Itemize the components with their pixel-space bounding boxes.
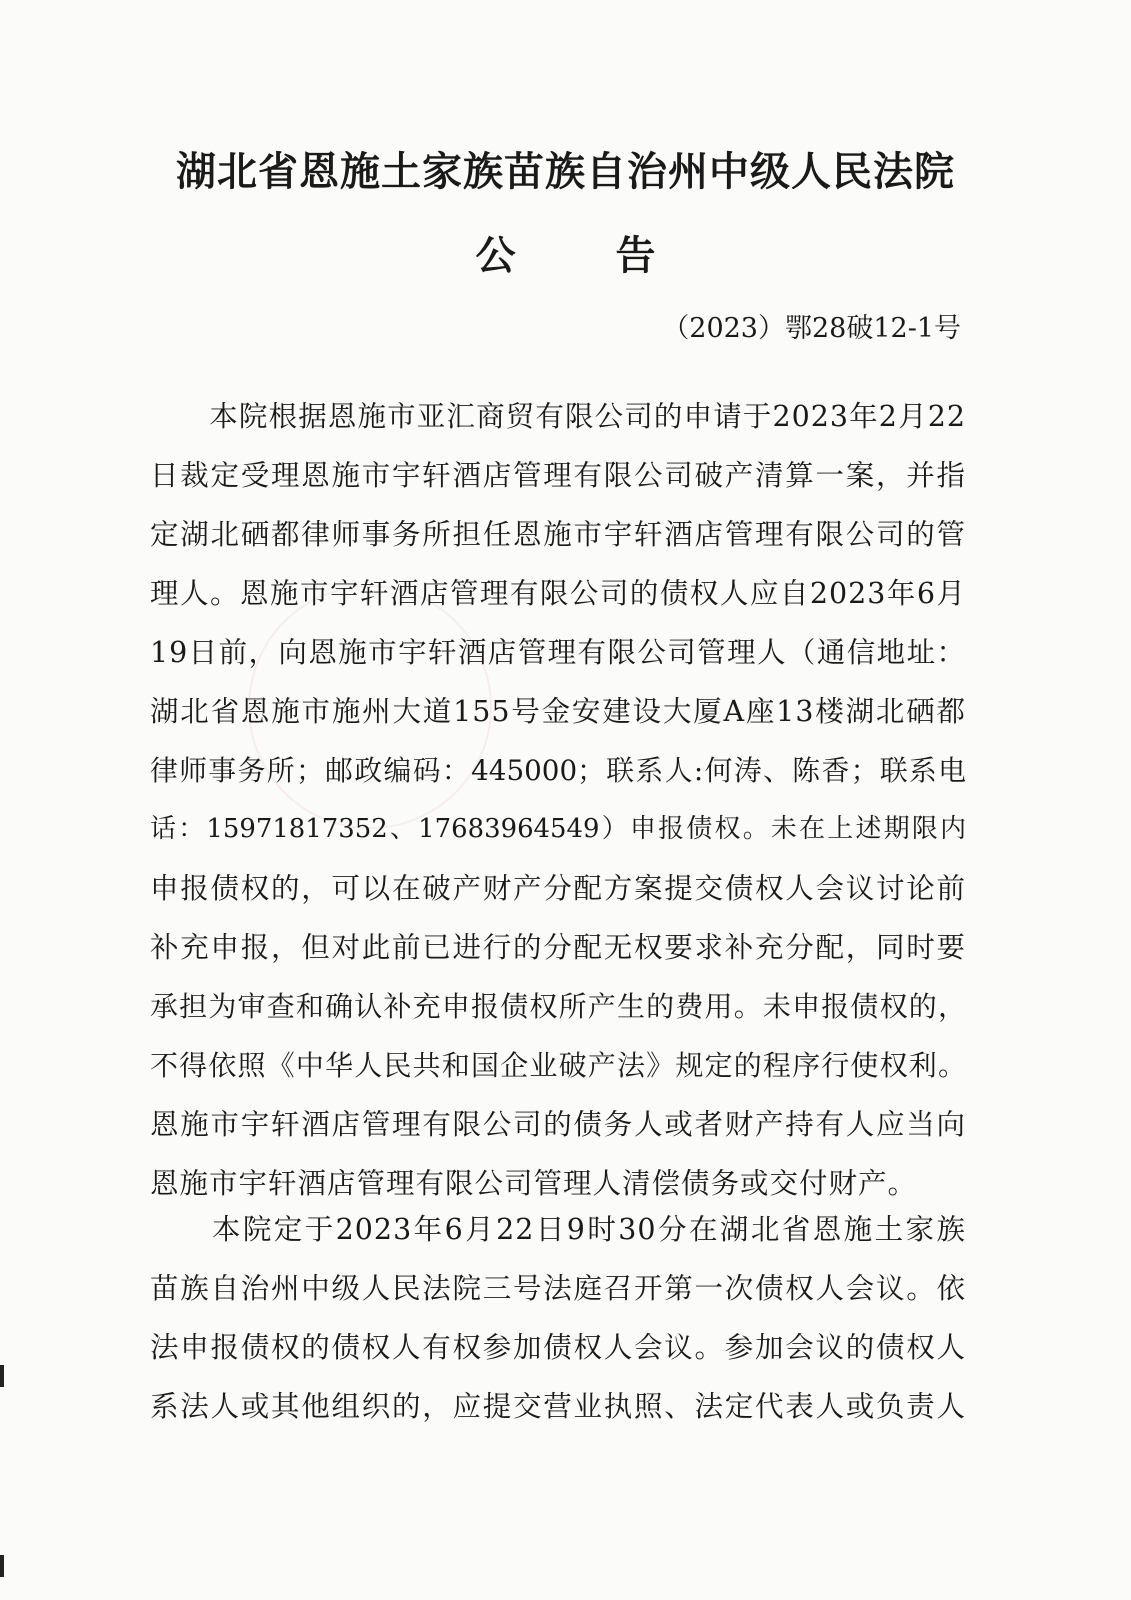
text-line: 日裁定受理恩施市宇轩酒店管理有限公司破产清算一案，并指 — [150, 459, 966, 492]
text-line: 不得依照《中华人民共和国企业破产法》规定的程序行使权利。 — [150, 1049, 966, 1082]
text-line: 湖北省恩施市施州大道155号金安建设大厦A座13楼湖北硒都 — [150, 695, 966, 728]
text-line: 定湖北硒都律师事务所担任恩施市宇轩酒店管理有限公司的管 — [150, 518, 966, 551]
text-line: 本院定于2023年6月22日9时30分在湖北省恩施土家族 — [150, 1213, 966, 1246]
text-line: 承担为审查和确认补充申报债权所产生的费用。未申报债权的， — [150, 990, 966, 1023]
court-name-heading: 湖北省恩施土家族苗族自治州中级人民法院 — [176, 148, 955, 195]
scan-margin-mark — [0, 1555, 4, 1577]
text-line: 系法人或其他组织的，应提交营业执照、法定代表人或负责人 — [150, 1390, 966, 1423]
text-line: 申报债权的，可以在破产财产分配方案提交债权人会议讨论前 — [150, 872, 966, 905]
text-line: 话：15971817352、17683964549）申报债权。未在上述期限内 — [150, 814, 966, 844]
text-line: 律师事务所；邮政编码：445000；联系人:何涛、陈香；联系电 — [150, 754, 966, 787]
case-number: （2023）鄂28破12-1号 — [662, 313, 961, 344]
text-line: 苗族自治州中级人民法院三号法庭召开第一次债权人会议。依 — [150, 1272, 966, 1305]
paragraph-creditors-meeting — [150, 1200, 966, 1436]
paragraph-claims-declaration — [150, 387, 966, 1213]
text-line: 补充申报，但对此前已进行的分配无权要求补充分配，同时要 — [150, 931, 966, 964]
text-line: 19日前，向恩施市宇轩酒店管理有限公司管理人（通信地址： — [150, 636, 966, 669]
text-line: 本院根据恩施市亚汇商贸有限公司的申请于2023年2月22 — [150, 400, 966, 433]
document-type-heading: 公告 — [475, 232, 756, 279]
text-line: 恩施市宇轩酒店管理有限公司管理人清偿债务或交付财产。 — [150, 1167, 918, 1200]
text-line: 法申报债权的债权人有权参加债权人会议。参加会议的债权人 — [150, 1331, 966, 1364]
scan-margin-mark — [0, 1365, 4, 1387]
text-line: 理人。恩施市宇轩酒店管理有限公司的债权人应自2023年6月 — [150, 577, 966, 610]
text-line: 恩施市宇轩酒店管理有限公司的债务人或者财产持有人应当向 — [150, 1108, 966, 1141]
